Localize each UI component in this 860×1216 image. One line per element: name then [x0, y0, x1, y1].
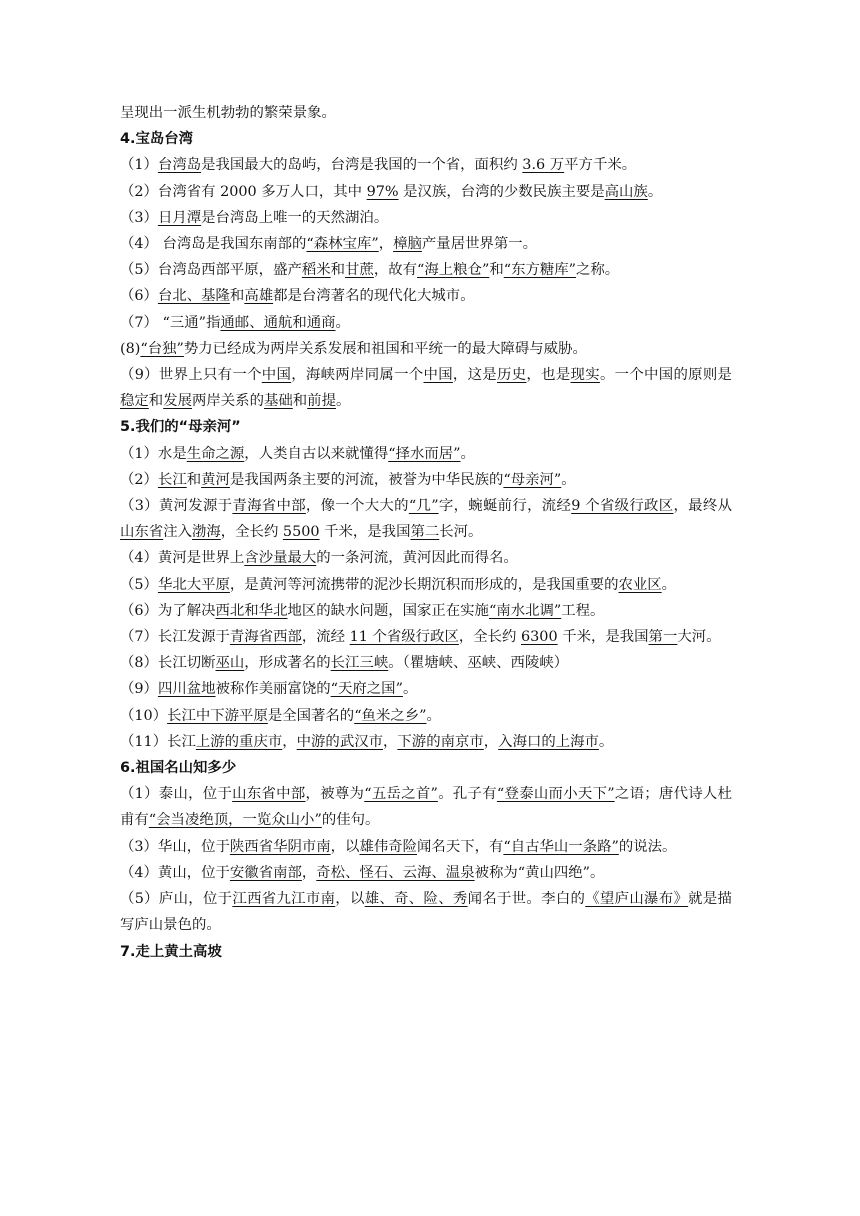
- underlined-answer: “登泰山而小天下”: [496, 786, 615, 803]
- underlined-answer: 高山族: [604, 183, 648, 200]
- text-run: ，全长约: [220, 524, 283, 541]
- underlined-answer: “森林宝库”: [306, 236, 379, 253]
- mountain-4: [120, 860, 732, 886]
- underlined-answer: 6300: [521, 629, 558, 646]
- text-run: 势力已经成为两岸关系发展和祖国和平统一的最大障碍与威胁。: [183, 340, 587, 357]
- underlined-answer: 前提: [307, 393, 336, 410]
- text-run: ，: [483, 733, 499, 750]
- text-run: 都是台湾著名的现代化大城市。: [273, 288, 475, 305]
- underlined-answer: “择水而居”: [388, 445, 461, 462]
- text-run: 和: [148, 393, 164, 410]
- underlined-answer: 巫山: [215, 655, 245, 672]
- text-run: 。（瞿塘峡、巫峡、西陵峡）: [388, 655, 569, 672]
- underlined-answer: “几”: [408, 498, 439, 515]
- underlined-answer: 长江三峡: [330, 655, 389, 672]
- underlined-answer: “母亲河”: [503, 471, 562, 488]
- river-3: [120, 493, 732, 545]
- text-run: ，以: [335, 891, 365, 908]
- underlined-answer: 青海省中部: [232, 498, 306, 515]
- intro-line: [120, 100, 732, 126]
- text-run: ，人类自古以来就懂得: [244, 445, 389, 462]
- underlined-answer: 生命之源: [186, 445, 245, 462]
- underlined-answer: 发展: [163, 393, 192, 410]
- mountain-5: [120, 886, 732, 938]
- text-run: （4）黄山，位于: [120, 864, 230, 881]
- underlined-answer: 中国: [261, 367, 292, 384]
- text-run: 之语；唐代诗人杜甫有: [120, 786, 732, 829]
- underlined-answer: 现实: [570, 367, 600, 384]
- underlined-answer: 台北、基隆: [157, 288, 230, 305]
- text-run: 。一个中国的原则是: [599, 367, 732, 384]
- text-run: ，以: [330, 838, 360, 855]
- underlined-answer: 第一: [648, 629, 678, 646]
- underlined-answer: 华北大平原: [157, 576, 230, 593]
- text-run: （10）: [120, 707, 168, 724]
- underlined-answer: 中游的武汉市: [296, 733, 383, 750]
- text-run: （1）: [120, 157, 158, 174]
- text-run: （4）黄河是世界上: [120, 550, 245, 567]
- text-run: （1）泰山，位于: [120, 786, 233, 803]
- text-run: 和: [489, 262, 504, 279]
- underlined-answer: 樟脑: [393, 236, 422, 253]
- text-run: 。: [426, 707, 441, 724]
- text-run: 。: [647, 183, 663, 200]
- text-run: 平方千米。: [564, 157, 637, 174]
- text-run: （7）长江发源于: [120, 629, 230, 646]
- underlined-answer: 5500: [282, 524, 320, 541]
- text-run: （11）长江: [120, 733, 196, 750]
- underlined-answer: 稳定: [120, 393, 149, 410]
- taiwan-4: [120, 231, 732, 257]
- text-run: 工程。: [561, 602, 605, 619]
- underlined-answer: 江西省九江市南: [232, 891, 336, 908]
- text-run: 千米，是我国: [557, 629, 649, 646]
- underlined-answer: 长江中下游平原: [167, 707, 268, 724]
- river-8: [120, 650, 732, 676]
- text-run: 。: [460, 445, 475, 462]
- text-run: 闻名于世。李白的: [467, 891, 586, 908]
- text-run: 之称。: [576, 262, 620, 279]
- river-7: [120, 624, 732, 650]
- text-run: （9）世界上只有一个: [120, 367, 262, 384]
- underlined-answer: 长江: [157, 471, 187, 488]
- underlined-answer: “东方糖库”: [503, 262, 577, 279]
- underlined-answer: “鱼米之乡”: [354, 707, 427, 724]
- text-run: 字，蜿蜒前行，流经: [438, 498, 572, 515]
- text-run: 。孔子有: [437, 786, 497, 803]
- underlined-answer: 《望庐山瀑布》: [585, 891, 689, 908]
- underlined-answer: 渤海: [191, 524, 221, 541]
- text-run: 闻名天下，有: [417, 838, 504, 855]
- heading-mountains: 6.祖国名山知多少: [120, 760, 237, 777]
- underlined-answer: 西北和华北: [215, 602, 288, 619]
- underlined-answer: 奇松、怪石、云海、温泉: [316, 864, 475, 881]
- underlined-answer: 中国: [423, 367, 453, 384]
- text-run: 就是描写庐山景色的。: [120, 891, 732, 934]
- river-4: [120, 545, 732, 571]
- text-run: （6）为了解决: [120, 602, 216, 619]
- text-run: ，: [301, 864, 317, 881]
- underlined-answer: 11 个省级行政区: [349, 629, 459, 646]
- text-run: ，流经: [301, 629, 350, 646]
- text-run: 。: [661, 576, 677, 593]
- underlined-answer: 9 个省级行政区: [571, 498, 674, 515]
- heading-taiwan: 4.宝岛台湾: [120, 131, 194, 148]
- text-run: (8): [120, 340, 141, 357]
- underlined-answer: “南水北调”: [488, 602, 562, 619]
- underlined-answer: “自古华山一条路”: [503, 838, 619, 855]
- text-run: ，: [383, 733, 398, 750]
- underlined-answer: “五岳之首”: [364, 786, 438, 803]
- taiwan-1: [120, 152, 732, 178]
- text-run: ，: [378, 236, 394, 253]
- text-run: ，最终从: [673, 498, 732, 515]
- taiwan-2: [120, 179, 732, 205]
- text-run: 。: [335, 314, 350, 331]
- text-run: 的一条河流，黄河因此而得名。: [316, 550, 518, 567]
- text-run: 被称作美丽富饶的: [215, 681, 331, 698]
- underlined-answer: 97%: [366, 183, 399, 200]
- text-run: （3）华山，位于: [120, 838, 230, 855]
- text-run: （8）长江切断: [120, 655, 216, 672]
- text-run: ，也是: [526, 367, 571, 384]
- text-run: 大河。: [677, 629, 721, 646]
- text-run: ，像一个大大的: [305, 498, 409, 515]
- text-run: （3）黄河发源于: [120, 498, 233, 515]
- text-run: 是台湾岛上唯一的天然湖泊。: [201, 209, 389, 226]
- taiwan-7: [120, 310, 732, 336]
- text-run: （2）台湾省有 2000 多万人口，其中: [120, 183, 367, 200]
- underlined-answer: 山东省: [120, 524, 164, 541]
- text-run: 呈现出一派生机勃勃的繁荣景象。: [120, 105, 336, 121]
- text-run: 。: [402, 681, 418, 698]
- underlined-answer: “会当凌绝顶，一览众山小”: [148, 812, 322, 829]
- underlined-answer: 青海省西部: [229, 629, 302, 646]
- heading-mother-river: 5.我们的“母亲河”: [120, 419, 241, 436]
- text-run: 地区的缺水问题，国家正在实施: [287, 602, 489, 619]
- text-run: 是全国著名的: [267, 707, 355, 724]
- text-run: 的说法。: [618, 838, 677, 855]
- mountain-3: [120, 834, 732, 860]
- underlined-answer: 下游的南京市: [397, 733, 484, 750]
- text-run: 和: [229, 288, 245, 305]
- river-10: [120, 703, 732, 729]
- taiwan-6: [120, 283, 732, 309]
- text-run: （5）台湾岛西部平原，盛产: [120, 262, 302, 279]
- text-run: 是我国两条主要的河流，被誉为中华民族的: [229, 471, 504, 488]
- underlined-answer: “海上粮仓”: [417, 262, 490, 279]
- underlined-answer: 四川盆地: [157, 681, 216, 698]
- text-run: （2）: [120, 471, 158, 488]
- text-run: （1）水是: [120, 445, 187, 462]
- text-run: （7） “三通”指: [120, 314, 221, 331]
- taiwan-9: [120, 362, 732, 414]
- river-2: [120, 467, 732, 493]
- underlined-answer: 山东省中部: [232, 786, 306, 803]
- text-run: ，这是: [452, 367, 498, 384]
- taiwan-5: [120, 257, 732, 283]
- underlined-answer: 农业区: [618, 576, 662, 593]
- underlined-answer: “台独”: [140, 340, 184, 357]
- text-run: 和: [330, 262, 346, 279]
- taiwan-8: [120, 336, 732, 362]
- text-run: 和: [186, 471, 202, 488]
- text-run: （5）庐山，位于: [120, 891, 233, 908]
- underlined-answer: 台湾岛: [157, 157, 202, 174]
- underlined-answer: 稻米: [301, 262, 331, 279]
- underlined-answer: “天府之国”: [330, 681, 403, 698]
- underlined-answer: 安徽省南部: [229, 864, 302, 881]
- underlined-answer: 黄河: [201, 471, 230, 488]
- river-11: [120, 729, 732, 755]
- heading-loess: 7.走上黄土高坡: [120, 943, 222, 960]
- underlined-answer: 雄、奇、险、秀: [364, 891, 468, 908]
- text-run: 是汉族，台湾的少数民族主要是: [398, 183, 605, 200]
- underlined-answer: 基础: [263, 393, 293, 410]
- text-run: ，海峡两岸同属一个: [291, 367, 424, 384]
- river-1: [120, 441, 732, 467]
- text-run: ，是黄河等河流携带的泥沙长期沉积而形成的，是我国重要的: [229, 576, 619, 593]
- underlined-answer: 通邮、通航和通商: [220, 314, 336, 331]
- underlined-answer: 含沙量最大: [244, 550, 317, 567]
- text-run: （4） 台湾岛是我国东南部的: [120, 236, 307, 253]
- underlined-answer: 3.6 万: [522, 157, 565, 174]
- underlined-answer: 高雄: [244, 288, 274, 305]
- taiwan-3: [120, 205, 732, 231]
- text-run: （5）: [120, 576, 158, 593]
- mountain-1: [120, 781, 732, 833]
- river-9: [120, 676, 732, 702]
- river-6: [120, 598, 732, 624]
- text-run: 。: [561, 471, 576, 488]
- text-run: （3）: [120, 209, 158, 226]
- underlined-answer: 第二: [410, 524, 440, 541]
- underlined-answer: 日月潭: [157, 209, 202, 226]
- text-run: 是我国最大的岛屿，台湾是我国的一个省，面积约: [201, 157, 523, 174]
- text-run: 。: [598, 733, 614, 750]
- text-run: 产量居世界第一。: [421, 236, 538, 253]
- underlined-answer: 历史: [497, 367, 527, 384]
- text-run: 千米，是我国: [319, 524, 411, 541]
- text-run: （9）: [120, 681, 158, 698]
- text-run: 和: [292, 393, 308, 410]
- document-body: [120, 100, 732, 965]
- text-run: 的佳句。: [321, 812, 380, 829]
- underlined-answer: 上游的重庆市: [195, 733, 283, 750]
- underlined-answer: 雄伟奇险: [359, 838, 418, 855]
- text-run: ，故有: [373, 262, 418, 279]
- text-run: （6）: [120, 288, 158, 305]
- text-run: 长河。: [439, 524, 483, 541]
- river-5: [120, 572, 732, 598]
- text-run: 。: [335, 393, 351, 410]
- underlined-answer: 甘蔗: [345, 262, 374, 279]
- underlined-answer: 入海口的上海市: [498, 733, 599, 750]
- text-run: ，全长约: [458, 629, 521, 646]
- text-run: ，被尊为: [305, 786, 365, 803]
- underlined-answer: 陕西省华阴市南: [229, 838, 331, 855]
- text-run: ，: [282, 733, 297, 750]
- text-run: 两岸关系的: [192, 393, 264, 410]
- text-run: 被称为“黄山四绝”。: [474, 864, 605, 881]
- text-run: ，形成著名的: [244, 655, 331, 672]
- text-run: 注入: [163, 524, 192, 541]
